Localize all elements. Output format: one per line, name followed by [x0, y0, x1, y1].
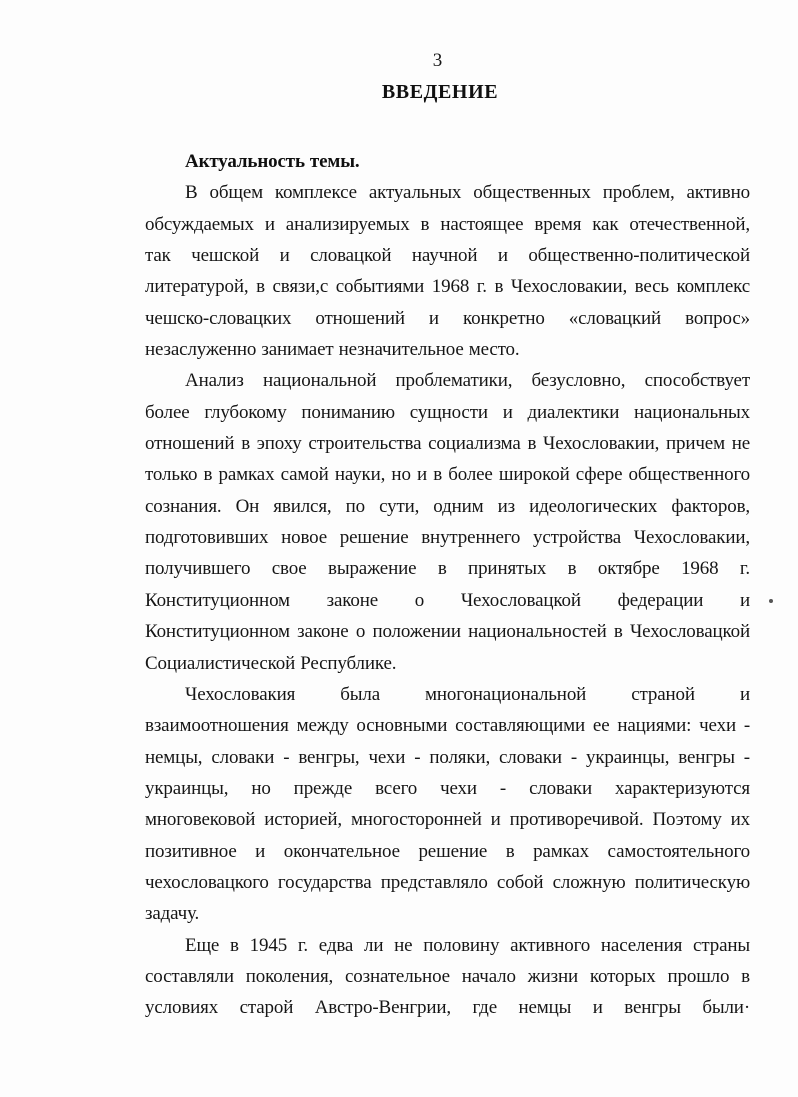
text-line: подготовивших новое решение внутреннего устройства Чехословакии,: [145, 527, 750, 549]
text-line: получившего свое выражение в принятых в октябре 1968 г.: [145, 558, 750, 580]
section-heading: Актуальность темы.: [185, 151, 360, 172]
body-text: [145, 146, 750, 1024]
text-line: В общем комплексе актуальных общественных проблем, активно: [185, 182, 750, 204]
text-line: Социалистической Республике.: [145, 652, 397, 674]
text-line: условиях старой Австро-Венгрии, где немцы и венгры были·: [145, 997, 750, 1019]
text-line: обсуждаемых и анализируемых в настоящее время как отечественной,: [145, 213, 750, 235]
text-line: только в рамках самой науки, но и в более широкой сфере общественного: [145, 464, 750, 486]
text-line: позитивное и окончательное решение в рамках самостоятельного: [145, 840, 750, 862]
text-line: более глубокому пониманию сущности и диалектики национальных: [145, 401, 750, 423]
text-line: украинцы, но прежде всего чехи - словаки характеризуются: [145, 777, 750, 799]
text-line: сознания. Он явился, по сути, одним из идеологических факторов,: [145, 495, 750, 517]
text-line: чехословацкого государства представляло собой сложную политическую: [145, 871, 750, 893]
text-line: чешско-словацких отношений и конкретно «словацкий вопрос»: [145, 307, 750, 329]
text-line: литературой, в связи,с событиями 1968 г. в Чехословакии, весь комплекс: [145, 276, 750, 298]
text-line: Конституционном законе о положении национальностей в Чехословацкой: [145, 621, 750, 643]
text-line: так чешской и словацкой научной и общественно-политической: [145, 245, 750, 267]
text-line: задачу.: [145, 903, 200, 925]
text-line: незаслуженно занимает незначительное место.: [145, 339, 520, 361]
text-line: отношений в эпоху строительства социализма в Чехословакии, причем не: [145, 433, 750, 455]
text-line: составляли поколения, сознательное начало жизни которых прошло в: [145, 965, 750, 987]
page-number: 3: [432, 50, 443, 71]
text-line: Конституционном законе о Чехословацкой федерации и: [145, 589, 750, 611]
text-line: Чехословакия была многонациональной страной и: [185, 683, 750, 705]
text-line: немцы, словаки - венгры, чехи - поляки, словаки - украинцы, венгры -: [145, 746, 750, 768]
text-line: Еще в 1945 г. едва ли не половину активного населения страны: [185, 934, 750, 956]
scan-speck: [769, 599, 773, 603]
text-line: взаимоотношения между основными составляющими ее нациями: чехи -: [145, 715, 750, 737]
text-line: многовековой историей, многосторонней и противоречивой. Поэтому их: [145, 809, 750, 831]
document-title: ВВЕДЕНИЕ: [381, 81, 499, 103]
text-line: Анализ национальной проблематики, безусловно, способствует: [185, 370, 750, 392]
